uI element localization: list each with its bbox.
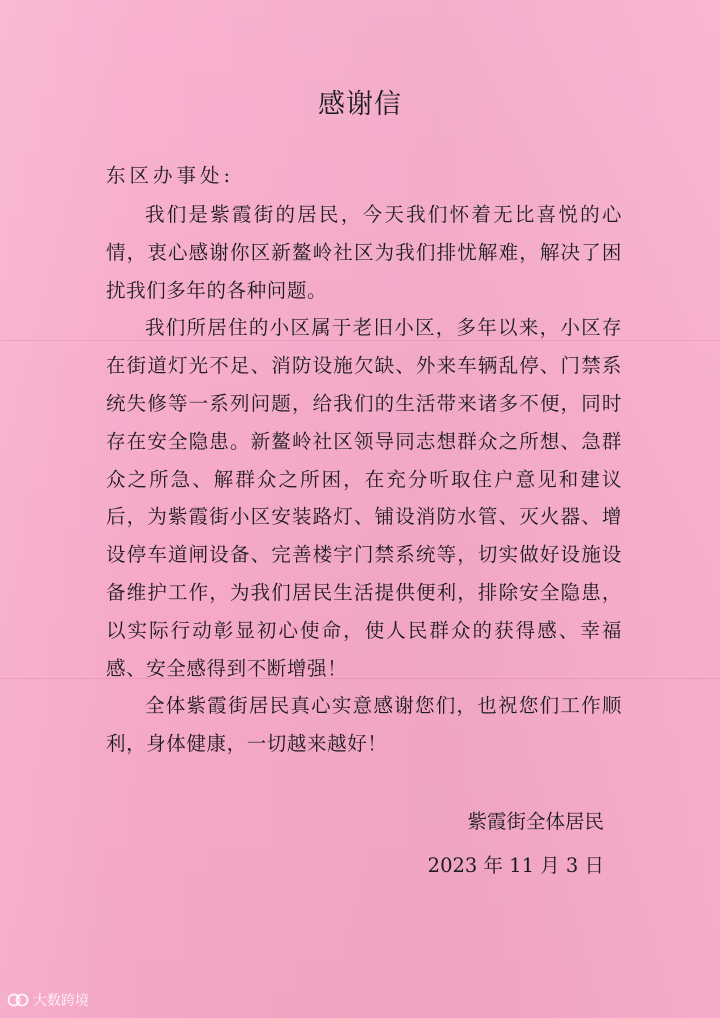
paragraph: 我们所居住的小区属于老旧小区，多年以来，小区存在街道灯光不足、消防设施欠缺、外来车辆乱停、门禁系统失修等一系列问题，给我们的生活带来诸多不便，同时存在安全隐患。新鳌岭社区领导同志想群众之所想、急群众之所急、解群众之所困，在充分听取住户意见和建议后，为紫霞街小区安装路灯、铺设消防水管、灭火器、增设停车道闸设备、完善楼宇门禁系统等，切实做好设施设备维护工作，为我们居民生活提供便利，排除安全隐患，以实际行动彰显初心使命，使人民群众的获得感、幸福感、安全感得到不断增强！: [106, 316, 622, 680]
salutation: 东区办事处:: [106, 164, 235, 187]
letter-date: 2023 年 11 月 3 日: [427, 854, 604, 877]
logo-icon: [7, 992, 29, 1008]
letter-title: 感谢信: [318, 89, 402, 120]
signature-block: [428, 800, 604, 888]
signature: 紫霞街全体居民: [467, 810, 604, 833]
paragraph: 我们是紫霞街的居民，今天我们怀着无比喜悦的心情，衷心感谢你区新鳌岭社区为我们排忧解难，解决了困扰我们多年的各种问题。: [106, 203, 622, 302]
watermark-text: 大数跨境: [33, 993, 89, 1009]
watermark: [7, 990, 89, 1010]
letter-body: [106, 196, 622, 763]
paragraph: 全体紫霞街居民真心实意感谢您们，也祝您们工作顺利，身体健康，一切越来越好！: [106, 694, 622, 756]
